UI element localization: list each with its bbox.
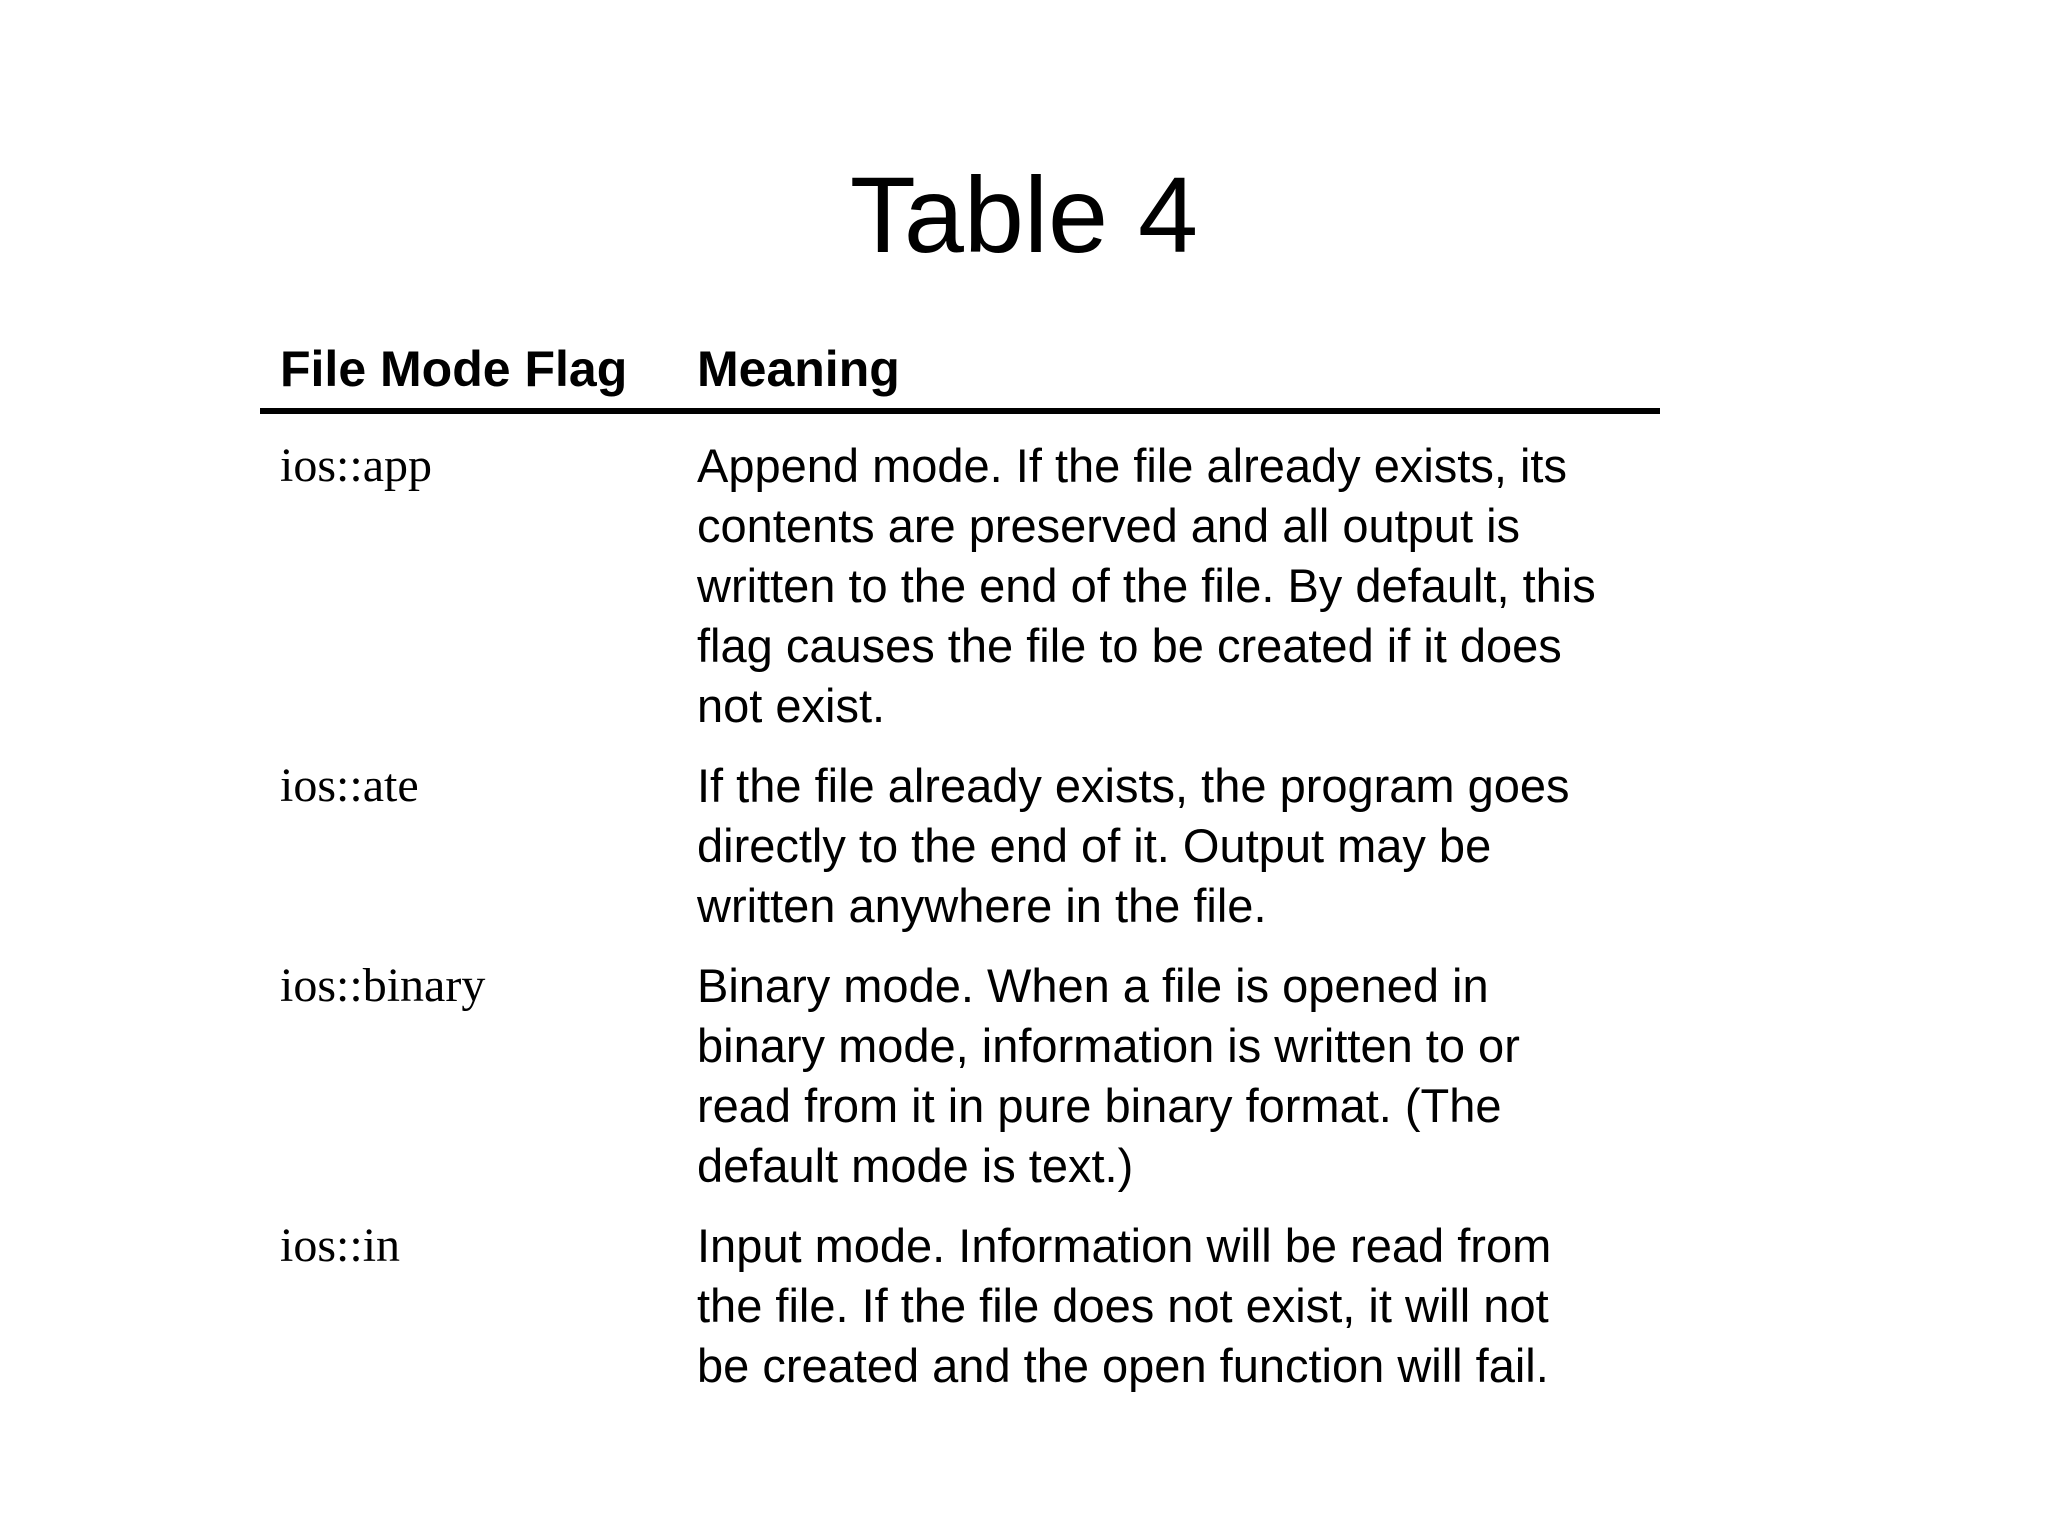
meaning-line: read from it in pure binary format. (The: [697, 1079, 1502, 1132]
meaning-line: not exist.: [697, 679, 886, 732]
meaning-line: Input mode. Information will be read from: [697, 1219, 1552, 1272]
meaning-line: be created and the open function will fail.: [697, 1339, 1549, 1392]
slide-title: Table 4: [849, 154, 1199, 275]
meaning-cell: [697, 956, 1657, 1196]
table-row-binary: [260, 956, 1660, 1196]
meaning-line: binary mode, information is written to or: [697, 1019, 1520, 1072]
file-mode-table: [260, 330, 1660, 1396]
meaning-line: Append mode. If the file already exists, its: [697, 439, 1567, 492]
meaning-cell: [697, 1216, 1657, 1396]
table-row-ate: [260, 756, 1660, 936]
header-file-mode-flag: File Mode Flag: [280, 341, 628, 397]
meaning-line: the file. If the file does not exist, it will not: [697, 1279, 1549, 1332]
meaning-line: contents are preserved and all output is: [697, 499, 1521, 552]
meaning-cell: [697, 756, 1657, 936]
header-meaning: Meaning: [697, 341, 900, 397]
flag-cell: ios::binary: [280, 959, 486, 1012]
flag-cell: ios::ate: [280, 759, 419, 812]
meaning-line: directly to the end of it. Output may be: [697, 819, 1492, 872]
table-row-app: [260, 436, 1660, 736]
meaning-line: If the file already exists, the program goes: [697, 759, 1570, 812]
meaning-line: flag causes the file to be created if it does: [697, 619, 1562, 672]
meaning-line: default mode is text.): [697, 1139, 1134, 1192]
flag-cell: ios::in: [280, 1219, 401, 1272]
table-header-row: [260, 330, 1660, 414]
flag-cell: ios::app: [280, 439, 432, 492]
table-row-in: [260, 1216, 1660, 1396]
meaning-line: written anywhere in the file.: [697, 879, 1267, 932]
meaning-line: Binary mode. When a file is opened in: [697, 959, 1489, 1012]
meaning-cell: [697, 436, 1657, 736]
meaning-line: written to the end of the file. By default, this: [697, 559, 1596, 612]
